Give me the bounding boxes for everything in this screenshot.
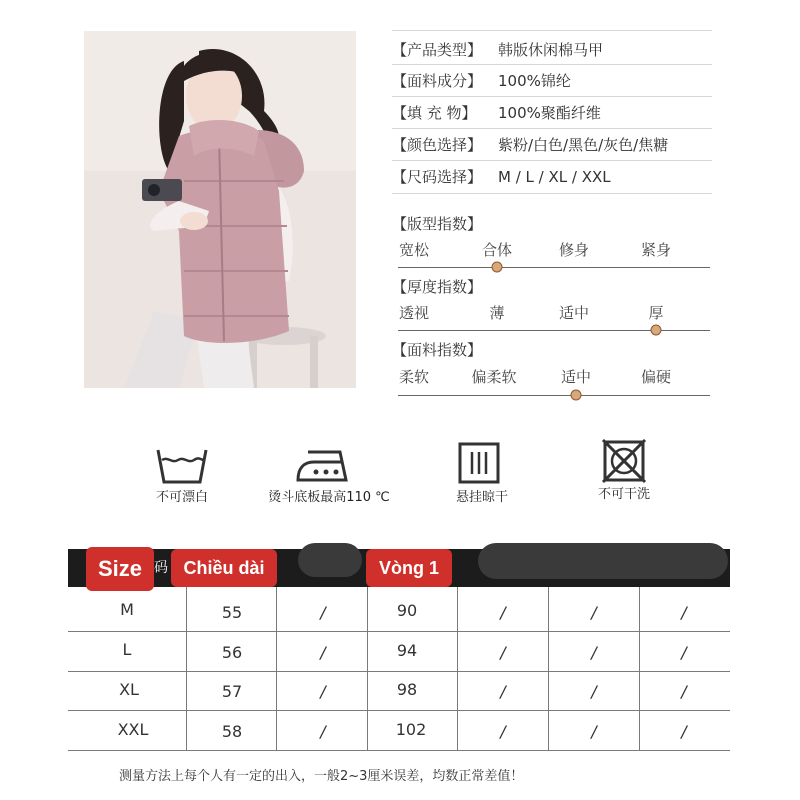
size-badge: Size <box>86 547 154 591</box>
thickness-option: 厚 <box>648 304 664 322</box>
table-col-divider <box>639 587 640 750</box>
table-col-divider <box>367 587 368 750</box>
redaction-blob <box>478 543 728 579</box>
table-row-divider <box>68 631 730 632</box>
care-label: 不可干洗 <box>597 487 651 502</box>
product-photo <box>84 31 356 388</box>
spec-value: 100%聚酯纤维 <box>498 104 601 122</box>
table-col-divider <box>186 587 187 750</box>
thickness-scale-line <box>398 330 710 331</box>
no-dry-clean-icon <box>599 436 655 482</box>
hang-dry-icon <box>454 440 510 486</box>
iron-icon <box>294 444 350 490</box>
spec-label: 【颜色选择】 <box>392 136 483 154</box>
chest-cell: 94 <box>396 641 418 660</box>
care-label: 悬挂晾干 <box>455 490 509 505</box>
fabric-option: 偏硬 <box>640 368 672 386</box>
empty-cell: / <box>320 603 326 622</box>
size-cell: XXL <box>117 720 149 739</box>
fabric-index-title: 【面料指数】 <box>392 341 483 359</box>
fit-selected-marker <box>492 262 503 273</box>
fabric-scale-line <box>398 395 710 396</box>
spec-divider <box>392 96 712 97</box>
empty-cell: / <box>500 682 506 701</box>
empty-cell: / <box>320 643 326 662</box>
spec-divider <box>392 193 712 194</box>
table-row-divider <box>68 671 730 672</box>
table-col-divider <box>276 587 277 750</box>
length-cell: 57 <box>221 682 243 701</box>
spec-fabric <box>392 70 722 96</box>
length-cell: 55 <box>221 603 243 622</box>
empty-cell: / <box>320 722 326 741</box>
fabric-option: 柔软 <box>398 368 430 386</box>
chest-cell: 102 <box>395 720 427 739</box>
empty-cell: / <box>500 722 506 741</box>
spec-divider <box>392 128 712 129</box>
size-cell: XL <box>119 680 139 699</box>
spec-colors <box>392 134 722 160</box>
empty-cell: / <box>500 603 506 622</box>
empty-cell: / <box>681 603 687 622</box>
fit-option: 宽松 <box>398 241 430 259</box>
care-label: 烫斗底板最高110 ℃ <box>268 490 390 505</box>
chest-cell: 90 <box>396 601 418 620</box>
table-col-divider <box>457 587 458 750</box>
length-badge: Chiều dài <box>171 549 277 587</box>
table-col-divider <box>548 587 549 750</box>
spec-divider <box>392 64 712 65</box>
spec-product-type <box>392 39 722 65</box>
model-wearing-vest-illustration <box>84 31 356 388</box>
spec-divider <box>392 160 712 161</box>
thickness-option: 透视 <box>398 304 430 322</box>
thickness-option: 适中 <box>558 304 590 322</box>
spec-label: 【产品类型】 <box>392 41 483 59</box>
spec-filling <box>392 102 722 128</box>
length-cell: 58 <box>221 722 243 741</box>
size-cell: M <box>120 600 134 619</box>
chest-badge: Vòng 1 <box>366 549 452 587</box>
empty-cell: / <box>681 722 687 741</box>
length-cell: 56 <box>221 643 243 662</box>
thickness-option: 薄 <box>489 304 505 322</box>
fit-option: 紧身 <box>640 241 672 259</box>
care-label: 不可漂白 <box>155 490 209 505</box>
empty-cell: / <box>681 643 687 662</box>
fit-option: 合体 <box>481 241 513 259</box>
empty-cell: / <box>591 603 597 622</box>
spec-value: M / L / XL / XXL <box>498 168 611 186</box>
thickness-selected-marker <box>651 325 662 336</box>
table-row-divider <box>68 750 730 751</box>
chest-cell: 98 <box>396 680 418 699</box>
redaction-blob <box>298 543 362 577</box>
fabric-option: 偏柔软 <box>471 368 517 386</box>
size-cell: L <box>122 640 132 659</box>
header-partial-text: 码 <box>154 560 168 576</box>
spec-divider <box>392 30 712 31</box>
fit-option: 修身 <box>558 241 590 259</box>
empty-cell: / <box>681 682 687 701</box>
empty-cell: / <box>591 643 597 662</box>
table-row-divider <box>68 710 730 711</box>
fabric-selected-marker <box>571 390 582 401</box>
empty-cell: / <box>591 682 597 701</box>
spec-sizes <box>392 166 722 192</box>
fit-scale-line <box>398 267 710 268</box>
thickness-index-title: 【厚度指数】 <box>392 278 483 296</box>
spec-value: 韩版休闲棉马甲 <box>498 41 604 59</box>
spec-value: 紫粉/白色/黑色/灰色/焦糖 <box>498 136 669 154</box>
spec-label: 【填 充 物】 <box>392 104 477 122</box>
no-bleach-icon <box>154 444 210 490</box>
measurement-note: 测量方法上每个人有一定的出入，一般2~3厘米误差，均数正常差值！ <box>119 769 524 784</box>
spec-label: 【尺码选择】 <box>392 168 483 186</box>
spec-value: 100%锦纶 <box>498 72 571 90</box>
empty-cell: / <box>500 643 506 662</box>
empty-cell: / <box>591 722 597 741</box>
empty-cell: / <box>320 682 326 701</box>
fabric-option: 适中 <box>560 368 592 386</box>
fit-index-title: 【版型指数】 <box>392 215 483 233</box>
spec-label: 【面料成分】 <box>392 72 483 90</box>
